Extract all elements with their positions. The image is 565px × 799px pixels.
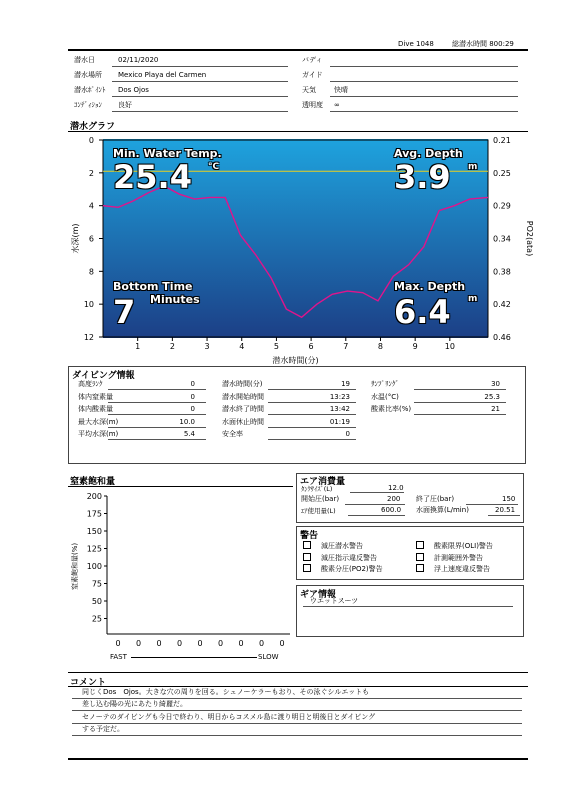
field-underline	[414, 389, 506, 390]
x-tick-label: 3	[204, 342, 210, 351]
field-underline	[414, 402, 506, 403]
dive-info-title: ダイビング情報	[72, 371, 135, 381]
warning-checkbox[interactable]	[303, 541, 311, 549]
field-underline	[72, 698, 522, 699]
warning-item	[416, 541, 493, 551]
info-label-condition: ｺﾝﾃﾞｨｼｮﾝ	[74, 101, 102, 109]
field-underline	[72, 723, 522, 724]
x-tick-label: 7	[343, 342, 349, 351]
n2-tick-label: 125	[86, 544, 102, 554]
warning-label: 減圧潜水警告	[321, 542, 363, 550]
dive-info-label: 水温(°C)	[371, 392, 399, 401]
y-tick-label: 12	[83, 333, 94, 342]
dive-info-value: 0	[190, 405, 195, 414]
comment-line: する予定だ。	[82, 724, 124, 733]
n2-tick-label: 175	[86, 509, 102, 519]
info-label-guide: ガイド	[302, 71, 323, 79]
info-underline	[112, 111, 288, 112]
n2-tick-label: 150	[86, 527, 102, 536]
warning-item	[303, 553, 377, 563]
warning-checkbox[interactable]	[416, 553, 424, 561]
surface-rate-label: 水面換算(L/min)	[416, 506, 469, 514]
comment-line: 同じくDos Ojos。大きな穴の周りを回る。シュノーケラーもおり、その泳ぐシルエットも	[82, 688, 370, 696]
x-tick-label: 10	[444, 342, 455, 351]
info-label-date: 潜水日	[74, 56, 95, 64]
warning-label: 計測範囲外警告	[434, 553, 483, 562]
start-pressure-label: 開始圧(bar)	[301, 495, 340, 503]
min-temp-label: Min. Water Temp.	[113, 147, 222, 160]
info-underline	[330, 111, 518, 112]
n2-value: 0	[279, 639, 285, 648]
field-underline	[268, 414, 356, 415]
dive-info-value: 13:42	[329, 405, 350, 414]
dive-info-label: 体内酸素量	[78, 405, 113, 414]
y2-tick-label: 0.46	[493, 333, 511, 342]
n2-value: 0	[258, 639, 265, 648]
x-tick-label: 6	[308, 342, 314, 351]
info-underline	[330, 96, 518, 97]
graph-title: 潜水グラフ	[70, 122, 116, 132]
y-tick-label: 2	[88, 168, 94, 178]
avg-depth-value: 3.9	[394, 158, 451, 196]
n2-value: 0	[176, 639, 183, 648]
avg-depth-label: Avg. Depth	[394, 147, 463, 160]
dive-info-label: 潜水開始時間	[222, 392, 264, 401]
field-underline	[345, 504, 405, 505]
footer-rule	[68, 758, 528, 760]
air-used-value: 600.0	[381, 506, 402, 514]
info-value-weather: 快晴	[334, 86, 348, 94]
info-value-place: Mexico Playa del Carmen	[118, 71, 207, 79]
fast-label: FAST	[110, 653, 127, 661]
n2-value: 0	[156, 639, 162, 648]
info-underline	[112, 66, 288, 67]
dive-info-label: 高度ﾗﾝｸ	[78, 380, 103, 388]
field-underline	[72, 710, 522, 711]
warnings-title: 警告	[300, 531, 319, 541]
field-underline	[268, 427, 356, 428]
dive-info-value: 5.4	[183, 430, 195, 439]
dive-info-label: 水面休止時間	[222, 417, 264, 426]
start-pressure-value: 200	[387, 495, 401, 503]
max-depth-value: 6.4	[394, 293, 451, 331]
y-tick-label: 6	[88, 234, 94, 244]
field-underline	[108, 439, 206, 440]
info-underline	[330, 66, 518, 67]
comment-line: 差し込む陽の光にあたり綺麗だ。	[82, 700, 187, 709]
comment-line: セノーテのダイビングも今日で終わり、明日からコスメル島に渡り明日と明後日とダイビング	[82, 712, 376, 721]
dive-info-value: 13:23	[329, 392, 350, 401]
field-underline	[414, 414, 506, 415]
dive-info-value: 30	[491, 380, 500, 388]
n2-tick-label: 25	[91, 614, 102, 624]
gear-value: ウエットスーツ	[310, 597, 359, 605]
x-axis-label: 潜水時間(分)	[272, 356, 319, 365]
y2-tick-label: 0.38	[493, 267, 511, 277]
y-tick-label: 10	[83, 300, 94, 310]
dive-info-label: 酸素比率(%)	[371, 405, 412, 414]
warning-item	[416, 564, 490, 574]
end-pressure-label: 終了圧(bar)	[416, 495, 455, 503]
n2-value: 0	[217, 639, 224, 648]
y-tick-label: 0	[88, 136, 94, 145]
warning-label: 酸素限界(OLI)警告	[434, 542, 493, 550]
dive-info-value: 25.3	[484, 392, 500, 401]
field-underline	[108, 402, 206, 403]
field-underline	[348, 515, 405, 516]
end-pressure-value: 150	[502, 495, 516, 503]
total-dive-time: 総潜水時間 800:29	[452, 40, 514, 48]
air-used-label: ｴｱ使用量(L)	[301, 507, 336, 515]
dive-info-label: ｻﾝﾌﾟﾘﾝｸﾞ	[371, 380, 399, 388]
n2-tick-label: 75	[91, 579, 102, 589]
air-title: エア消費量	[300, 477, 346, 487]
info-value-date: 02/11/2020	[118, 56, 159, 64]
bottom-time-label: Bottom Time	[113, 280, 193, 293]
warning-checkbox[interactable]	[416, 541, 424, 549]
y2-tick-label: 0.29	[493, 201, 511, 211]
min-temp-value: 25.4	[113, 158, 192, 196]
info-label-place: 潜水場所	[74, 71, 102, 79]
y2-tick-label: 0.25	[493, 168, 511, 178]
field-underline	[268, 439, 356, 440]
n2-value: 0	[238, 639, 244, 648]
dive-info-value: 0	[345, 430, 350, 439]
info-value-visibility: ∞	[334, 101, 340, 109]
n2-value: 0	[197, 639, 203, 648]
x-tick-label: 9	[412, 342, 418, 351]
nitrogen-chart	[68, 488, 294, 668]
section-rule	[68, 486, 293, 487]
info-underline	[330, 81, 518, 82]
dive-info-label: 平均水深(m)	[78, 430, 119, 439]
dive-info-label: 体内窒素量	[78, 392, 113, 401]
dive-info-label: 潜水終了時間	[222, 405, 264, 414]
warning-item	[416, 553, 483, 563]
warning-label: 減圧指示違反警告	[321, 553, 377, 562]
warning-label: 浮上速度違反警告	[434, 565, 490, 573]
dive-info-label: 安全率	[222, 430, 243, 439]
max-depth-unit: m	[468, 294, 478, 304]
n2-tick-label: 200	[86, 492, 102, 501]
x-tick-label: 2	[169, 342, 175, 351]
warning-checkbox[interactable]	[303, 564, 311, 572]
info-label-visibility: 透明度	[302, 101, 323, 109]
gear-title: ギア情報	[300, 590, 337, 600]
field-underline	[268, 402, 356, 403]
temp-unit: °C	[208, 162, 220, 172]
info-underline	[112, 81, 288, 82]
info-underline	[112, 96, 288, 97]
y2-tick-label: 0.21	[493, 136, 511, 145]
tank-size-label: ﾀﾝｸｻｲｽﾞ(L)	[301, 485, 333, 493]
comment-title: コメント	[70, 678, 107, 688]
field-underline	[108, 427, 206, 428]
avg-depth-unit: m	[468, 162, 478, 172]
dive-number: Dive 1048	[398, 40, 434, 48]
section-rule	[68, 686, 528, 687]
warning-label: 酸素分圧(PO2)警告	[321, 565, 383, 573]
n2-tick-label: 50	[91, 597, 102, 606]
field-underline	[466, 504, 518, 505]
y2-tick-label: 0.42	[493, 300, 511, 310]
slow-label: SLOW	[258, 653, 279, 661]
dive-info-label: 潜水時間(分)	[222, 380, 263, 388]
max-depth-label: Max. Depth	[394, 280, 466, 293]
field-underline	[108, 414, 206, 415]
bottom-time-value: 7	[113, 293, 136, 331]
y2-tick-label: 0.34	[493, 234, 511, 244]
x-tick-label: 4	[239, 342, 245, 351]
nitrogen-title: 窒素飽和量	[70, 477, 116, 487]
info-value-point: Dos Ojos	[118, 86, 149, 94]
warning-item	[303, 541, 363, 551]
dive-info-value: 21	[491, 405, 500, 414]
info-label-point: 潜水ﾎﾟｲﾝﾄ	[74, 86, 106, 94]
warning-item	[303, 564, 383, 574]
field-underline	[488, 515, 520, 516]
field-underline	[268, 389, 356, 390]
dive-info-value: 01:19	[329, 417, 350, 426]
section-rule	[68, 672, 528, 673]
n2-value: 0	[115, 639, 121, 648]
bottom-time-unit: Minutes	[150, 293, 200, 306]
nitrogen-ylabel: 窒素飽和量(%)	[71, 542, 79, 590]
info-label-buddy: バディ	[302, 56, 323, 64]
y-tick-label: 8	[88, 267, 94, 277]
surface-rate-value: 20.51	[495, 506, 516, 514]
x-tick-label: 1	[135, 342, 141, 351]
info-label-weather: 天気	[302, 86, 316, 94]
dive-info-value: 19	[341, 380, 350, 388]
dive-info-label: 最大水深(m)	[78, 417, 119, 426]
dive-info-value: 10.0	[179, 417, 195, 426]
warning-checkbox[interactable]	[416, 564, 424, 572]
y-axis-label: 水深(m)	[71, 223, 80, 254]
n2-tick-label: 100	[86, 562, 102, 571]
y-tick-label: 4	[88, 201, 94, 211]
fast-slow-line	[131, 657, 257, 658]
header-rule	[68, 49, 528, 51]
warning-checkbox[interactable]	[303, 553, 311, 561]
dive-info-value: 0	[190, 380, 195, 388]
dive-info-value: 0	[190, 392, 195, 401]
n2-value: 0	[135, 639, 142, 648]
field-underline	[303, 606, 513, 607]
y2-axis-label: PO2(ata)	[525, 220, 534, 257]
x-tick-label: 8	[377, 342, 384, 351]
field-underline	[72, 735, 522, 736]
info-value-condition: 良好	[118, 101, 132, 109]
field-underline	[350, 492, 404, 493]
tank-size-value: 12.0	[388, 484, 404, 492]
field-underline	[108, 389, 206, 390]
x-tick-label: 5	[273, 342, 279, 351]
